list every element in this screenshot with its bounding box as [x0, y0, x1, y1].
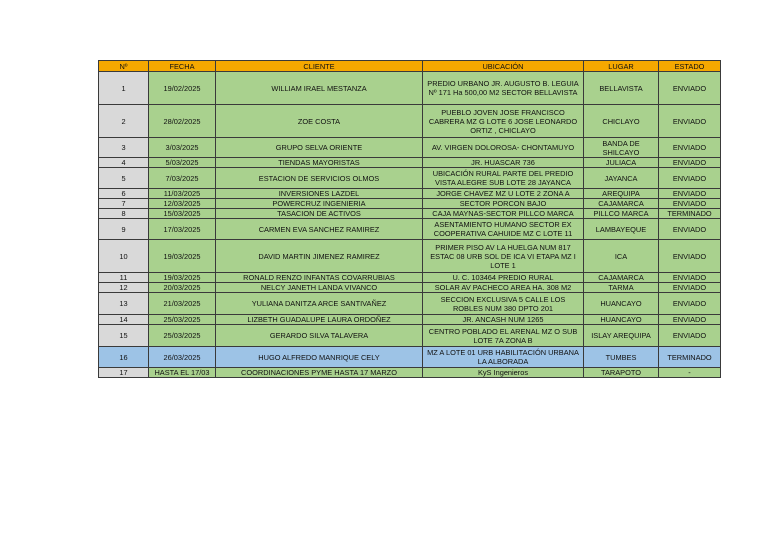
cell-ubicacion[interactable]: UBICACIÓN RURAL PARTE DEL PREDIO VISTA ALEGRE SUB LOTE 28 JAYANCA: [423, 168, 584, 189]
cell-estado[interactable]: TERMINADO: [659, 347, 721, 368]
header-cliente[interactable]: CLIENTE: [216, 61, 423, 72]
cell-cliente[interactable]: COORDINACIONES PYME HASTA 17 MARZO: [216, 368, 423, 378]
cell-lugar[interactable]: TUMBES: [584, 347, 659, 368]
cell-cliente[interactable]: HUGO ALFREDO MANRIQUE CELY: [216, 347, 423, 368]
cell-ubicacion[interactable]: JR. ANCASH NUM 1265: [423, 315, 584, 325]
table-row: [99, 315, 721, 325]
table-row: [99, 105, 721, 138]
cell-lugar[interactable]: BANDA DE SHILCAYO: [584, 138, 659, 158]
cell-fecha[interactable]: 12/03/2025: [149, 199, 216, 209]
cell-lugar[interactable]: HUANCAYO: [584, 315, 659, 325]
cell-cliente[interactable]: CARMEN EVA SANCHEZ RAMIREZ: [216, 219, 423, 240]
cell-num[interactable]: 6: [99, 189, 149, 199]
table-row: [99, 158, 721, 168]
cell-ubicacion[interactable]: U. C. 103464 PREDIO RURAL: [423, 273, 584, 283]
cell-estado[interactable]: ENVIADO: [659, 72, 721, 105]
table-row: [99, 273, 721, 283]
cell-ubicacion[interactable]: SECTOR PORCON BAJO: [423, 199, 584, 209]
cell-estado[interactable]: ENVIADO: [659, 168, 721, 189]
cell-cliente[interactable]: GRUPO SELVA ORIENTE: [216, 138, 423, 158]
table-row: [99, 219, 721, 240]
cell-lugar[interactable]: BELLAVISTA: [584, 72, 659, 105]
cell-lugar[interactable]: CAJAMARCA: [584, 273, 659, 283]
cell-lugar[interactable]: HUANCAYO: [584, 293, 659, 315]
cell-cliente[interactable]: INVERSIONES LAZDEL: [216, 189, 423, 199]
cell-lugar[interactable]: PILLCO MARCA: [584, 209, 659, 219]
cell-fecha[interactable]: 19/02/2025: [149, 72, 216, 105]
cell-cliente[interactable]: YULIANA DANITZA ARCE SANTIVAÑEZ: [216, 293, 423, 315]
cell-fecha[interactable]: 17/03/2025: [149, 219, 216, 240]
cell-ubicacion[interactable]: MZ A LOTE 01 URB HABILITACIÓN URBANA LA ALBORADA: [423, 347, 584, 368]
cell-ubicacion[interactable]: ASENTAMIENTO HUMANO SECTOR EX COOPERATIVA CAHUIDE MZ C LOTE 11: [423, 219, 584, 240]
header-fecha[interactable]: FECHA: [149, 61, 216, 72]
cell-lugar[interactable]: CHICLAYO: [584, 105, 659, 138]
cell-cliente[interactable]: NELCY JANETH LANDA VIVANCO: [216, 283, 423, 293]
cell-ubicacion[interactable]: KyS Ingenieros: [423, 368, 584, 378]
table-row: [99, 293, 721, 315]
cell-num[interactable]: 17: [99, 368, 149, 378]
table-row: [99, 347, 721, 368]
table-row: [99, 240, 721, 273]
cell-estado[interactable]: ENVIADO: [659, 138, 721, 158]
table-row: [99, 368, 721, 378]
cell-cliente[interactable]: ESTACION DE SERVICIOS OLMOS: [216, 168, 423, 189]
cell-cliente[interactable]: TASACION DE ACTIVOS: [216, 209, 423, 219]
header-estado[interactable]: ESTADO: [659, 61, 721, 72]
cell-estado[interactable]: ENVIADO: [659, 325, 721, 347]
cell-ubicacion[interactable]: AV. VIRGEN DOLOROSA- CHONTAMUYO: [423, 138, 584, 158]
header-ubicacion[interactable]: UBICACIÓN: [423, 61, 584, 72]
cell-ubicacion[interactable]: CENTRO POBLADO EL ARENAL MZ O SUB LOTE 7A ZONA B: [423, 325, 584, 347]
table-body: [99, 72, 721, 378]
cell-num[interactable]: 2: [99, 105, 149, 138]
cell-estado[interactable]: -: [659, 368, 721, 378]
cell-estado[interactable]: ENVIADO: [659, 105, 721, 138]
table-row: [99, 209, 721, 219]
cell-num[interactable]: 11: [99, 273, 149, 283]
cell-lugar[interactable]: CAJAMARCA: [584, 199, 659, 209]
cell-num[interactable]: 1: [99, 72, 149, 105]
cell-num[interactable]: 9: [99, 219, 149, 240]
cell-fecha[interactable]: 26/03/2025: [149, 347, 216, 368]
cell-estado[interactable]: ENVIADO: [659, 315, 721, 325]
cell-cliente[interactable]: DAVID MARTIN JIMENEZ RAMIREZ: [216, 240, 423, 273]
cell-ubicacion[interactable]: PUEBLO JOVEN JOSE FRANCISCO CABRERA MZ G LOTE 6 JOSE LEONARDO ORTIZ , CHICLAYO: [423, 105, 584, 138]
cell-fecha[interactable]: 5/03/2025: [149, 158, 216, 168]
cell-estado[interactable]: ENVIADO: [659, 158, 721, 168]
header-num[interactable]: Nº: [99, 61, 149, 72]
cell-lugar[interactable]: JULIACA: [584, 158, 659, 168]
cell-num[interactable]: 7: [99, 199, 149, 209]
cell-num[interactable]: 14: [99, 315, 149, 325]
cell-cliente[interactable]: TIENDAS MAYORISTAS: [216, 158, 423, 168]
cell-fecha[interactable]: 21/03/2025: [149, 293, 216, 315]
cell-num[interactable]: 4: [99, 158, 149, 168]
cell-num[interactable]: 15: [99, 325, 149, 347]
cell-fecha[interactable]: 19/03/2025: [149, 273, 216, 283]
header-lugar[interactable]: LUGAR: [584, 61, 659, 72]
cell-estado[interactable]: ENVIADO: [659, 219, 721, 240]
header-row: [99, 61, 721, 72]
table-row: [99, 72, 721, 105]
cell-ubicacion[interactable]: SECCION EXCLUSIVA 5 CALLE LOS ROBLES NUM 380 DPTO 201: [423, 293, 584, 315]
cell-num[interactable]: 3: [99, 138, 149, 158]
table-row: [99, 199, 721, 209]
cell-cliente[interactable]: LIZBETH GUADALUPE LAURA ORDOÑEZ: [216, 315, 423, 325]
cell-lugar[interactable]: AREQUIPA: [584, 189, 659, 199]
cell-cliente[interactable]: GERARDO SILVA TALAVERA: [216, 325, 423, 347]
cell-num[interactable]: 16: [99, 347, 149, 368]
table-row: [99, 325, 721, 347]
cell-lugar[interactable]: TARMA: [584, 283, 659, 293]
cell-fecha[interactable]: 7/03/2025: [149, 168, 216, 189]
cell-ubicacion[interactable]: PREDIO URBANO JR. AUGUSTO B. LEGUIA Nº 171 Ha 500,00 M2 SECTOR BELLAVISTA: [423, 72, 584, 105]
cell-estado[interactable]: ENVIADO: [659, 189, 721, 199]
cell-ubicacion[interactable]: SOLAR AV PACHECO AREA HA. 308 M2: [423, 283, 584, 293]
cell-estado[interactable]: ENVIADO: [659, 199, 721, 209]
cell-fecha[interactable]: 20/03/2025: [149, 283, 216, 293]
cell-fecha[interactable]: 15/03/2025: [149, 209, 216, 219]
cell-lugar[interactable]: ICA: [584, 240, 659, 273]
cell-estado[interactable]: ENVIADO: [659, 293, 721, 315]
cell-cliente[interactable]: RONALD RENZO INFANTAS COVARRUBIAS: [216, 273, 423, 283]
cell-fecha[interactable]: 28/02/2025: [149, 105, 216, 138]
cell-fecha[interactable]: 19/03/2025: [149, 240, 216, 273]
cell-num[interactable]: 5: [99, 168, 149, 189]
cell-lugar[interactable]: LAMBAYEQUE: [584, 219, 659, 240]
cell-cliente[interactable]: POWERCRUZ INGENIERIA: [216, 199, 423, 209]
cell-num[interactable]: 12: [99, 283, 149, 293]
cell-estado[interactable]: ENVIADO: [659, 240, 721, 273]
cell-num[interactable]: 13: [99, 293, 149, 315]
cell-estado[interactable]: ENVIADO: [659, 273, 721, 283]
cell-ubicacion[interactable]: CAJA MAYNAS-SECTOR PILLCO MARCA: [423, 209, 584, 219]
cell-estado[interactable]: TERMINADO: [659, 209, 721, 219]
data-table: [98, 60, 721, 378]
cell-ubicacion[interactable]: JORGE CHAVEZ MZ U LOTE 2 ZONA A: [423, 189, 584, 199]
cell-lugar[interactable]: JAYANCA: [584, 168, 659, 189]
cell-fecha[interactable]: 11/03/2025: [149, 189, 216, 199]
cell-ubicacion[interactable]: PRIMER PISO AV LA HUELGA NUM 817 ESTAC 08 URB SOL DE ICA VI ETAPA MZ I LOTE 1: [423, 240, 584, 273]
cell-cliente[interactable]: WILLIAM IRAEL MESTANZA: [216, 72, 423, 105]
cell-lugar[interactable]: TARAPOTO: [584, 368, 659, 378]
cell-fecha[interactable]: HASTA EL 17/03: [149, 368, 216, 378]
cell-lugar[interactable]: ISLAY AREQUIPA: [584, 325, 659, 347]
cell-estado[interactable]: ENVIADO: [659, 283, 721, 293]
cell-ubicacion[interactable]: JR. HUASCAR 736: [423, 158, 584, 168]
cell-cliente[interactable]: ZOE COSTA: [216, 105, 423, 138]
cell-fecha[interactable]: 25/03/2025: [149, 325, 216, 347]
table-row: [99, 138, 721, 158]
cell-num[interactable]: 8: [99, 209, 149, 219]
cell-fecha[interactable]: 3/03/2025: [149, 138, 216, 158]
table-row: [99, 189, 721, 199]
table-row: [99, 168, 721, 189]
cell-num[interactable]: 10: [99, 240, 149, 273]
cell-fecha[interactable]: 25/03/2025: [149, 315, 216, 325]
table-row: [99, 283, 721, 293]
